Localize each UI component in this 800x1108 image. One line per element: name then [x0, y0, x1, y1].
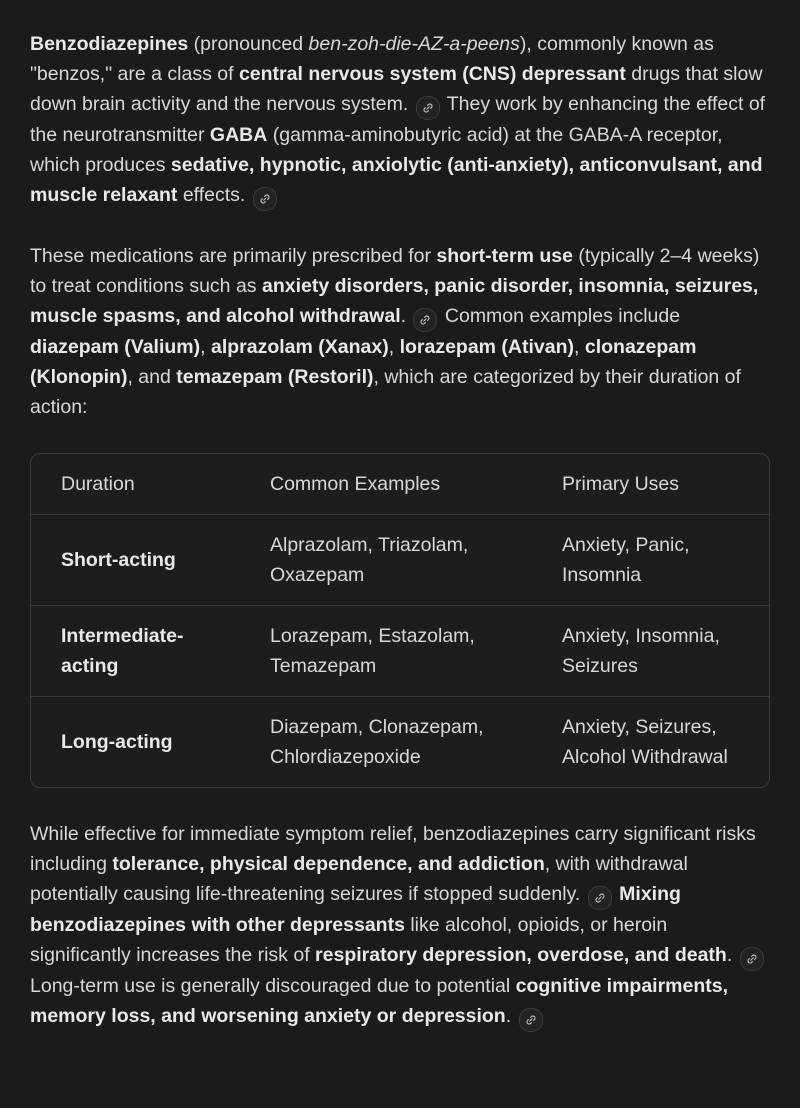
link-icon: [746, 953, 758, 965]
table-row: [31, 697, 769, 788]
header-primary-uses: Primary Uses: [562, 473, 680, 495]
text: like alcohol, opioids, or heroin significantly increases the risk of: [30, 914, 668, 966]
cell-uses: Anxiety, Seizures, Alcohol Withdrawal: [532, 697, 769, 788]
table: [31, 454, 769, 787]
table-row: [31, 606, 769, 697]
text: drugs that slow down brain activity and the nervous system.: [30, 63, 763, 115]
bold-text: Mixing benzodiazepines with other depressants: [30, 883, 681, 936]
bold-text: temazepam (Restoril): [176, 366, 374, 388]
text: ), commonly known as "benzos," are a class of: [30, 33, 714, 85]
cell-examples: Lorazepam, Estazolam, Temazepam: [240, 606, 532, 697]
text: .: [400, 305, 407, 327]
table-row: [31, 515, 769, 606]
citation-link-button[interactable]: [519, 1008, 543, 1032]
cell-duration: Intermediate-acting: [31, 606, 240, 697]
answer-content: [30, 29, 770, 1032]
bold-text: alprazolam (Xanax): [210, 336, 389, 358]
text: These medications are primarily prescribed for: [30, 245, 437, 267]
citation-link-button[interactable]: [740, 947, 764, 971]
citation-link-button[interactable]: [416, 96, 440, 120]
text: ,: [388, 336, 400, 358]
text: Long-term use is generally discouraged due to potential: [30, 975, 516, 997]
bold-text: short-term use: [436, 245, 573, 267]
text: (gamma-aminobutyric acid) at the GABA-A receptor, which produces: [30, 124, 723, 176]
term-benzodiazepines: Benzodiazepines: [30, 33, 189, 55]
bottom-fade: [0, 1088, 800, 1108]
text: (pronounced: [188, 33, 309, 55]
bold-text: clonazepam (Klonopin): [30, 336, 697, 388]
link-icon: [594, 892, 606, 904]
bold-text: central nervous system (CNS) depressant: [238, 63, 626, 85]
link-icon: [259, 193, 271, 205]
bold-text: sedative, hypnotic, anxiolytic (anti-anxiety), anticonvulsant, and muscle relaxant: [30, 154, 763, 206]
cell-uses: Anxiety, Insomnia, Seizures: [532, 606, 769, 697]
text: , which are categorized by their duration of action:: [30, 366, 741, 418]
bold-text: tolerance, physical dependence, and addiction: [112, 853, 545, 875]
link-icon: [525, 1014, 537, 1026]
text: While effective for immediate symptom relief, benzodiazepines carry significant risks including: [30, 823, 756, 875]
paragraph-uses: [30, 241, 770, 422]
bold-text: lorazepam (Ativan): [399, 336, 575, 358]
link-icon: [422, 102, 434, 114]
text: .: [726, 944, 733, 966]
citation-link-button[interactable]: [253, 187, 277, 211]
text: effects.: [177, 184, 246, 206]
citation-link-button[interactable]: [413, 308, 437, 332]
text: ,: [574, 336, 585, 358]
text: .: [505, 1005, 512, 1027]
text: They work by enhancing the effect of the neurotransmitter: [30, 93, 766, 146]
paragraph-intro: [30, 29, 770, 211]
pronunciation: ben-zoh-die-AZ-a-peens: [308, 33, 520, 55]
text: Common examples include: [439, 305, 681, 327]
cell-duration: Long-acting: [31, 697, 240, 788]
cell-examples: Alprazolam, Triazolam, Oxazepam: [240, 515, 532, 606]
duration-table: [30, 453, 770, 788]
bold-text: respiratory depression, overdose, and death: [315, 944, 727, 966]
paragraph-risks: [30, 819, 770, 1032]
cell-uses: Anxiety, Panic, Insomnia: [532, 515, 769, 606]
cell-duration: Short-acting: [31, 515, 240, 606]
text: , with withdrawal potentially causing life-threatening seizures if stopped suddenly.: [30, 853, 688, 905]
bold-text: GABA: [209, 124, 268, 146]
header-duration: Duration: [61, 473, 135, 495]
cell-examples: Diazepam, Clonazepam, Chlordiazepoxide: [240, 697, 532, 788]
text: (typically 2–4 weeks) to treat conditions such as: [30, 245, 760, 297]
table-header-row: [31, 454, 769, 515]
text: ,: [200, 336, 211, 358]
link-icon: [419, 314, 431, 326]
header-common-examples: Common Examples: [270, 473, 441, 495]
citation-link-button[interactable]: [588, 886, 612, 910]
bold-text: diazepam (Valium): [30, 336, 201, 358]
text: , and: [127, 366, 177, 388]
bold-text: anxiety disorders, panic disorder, insomnia, seizures, muscle spasms, and alcohol withdrawal: [30, 275, 759, 327]
bold-text: cognitive impairments, memory loss, and worsening anxiety or depression: [30, 975, 729, 1027]
